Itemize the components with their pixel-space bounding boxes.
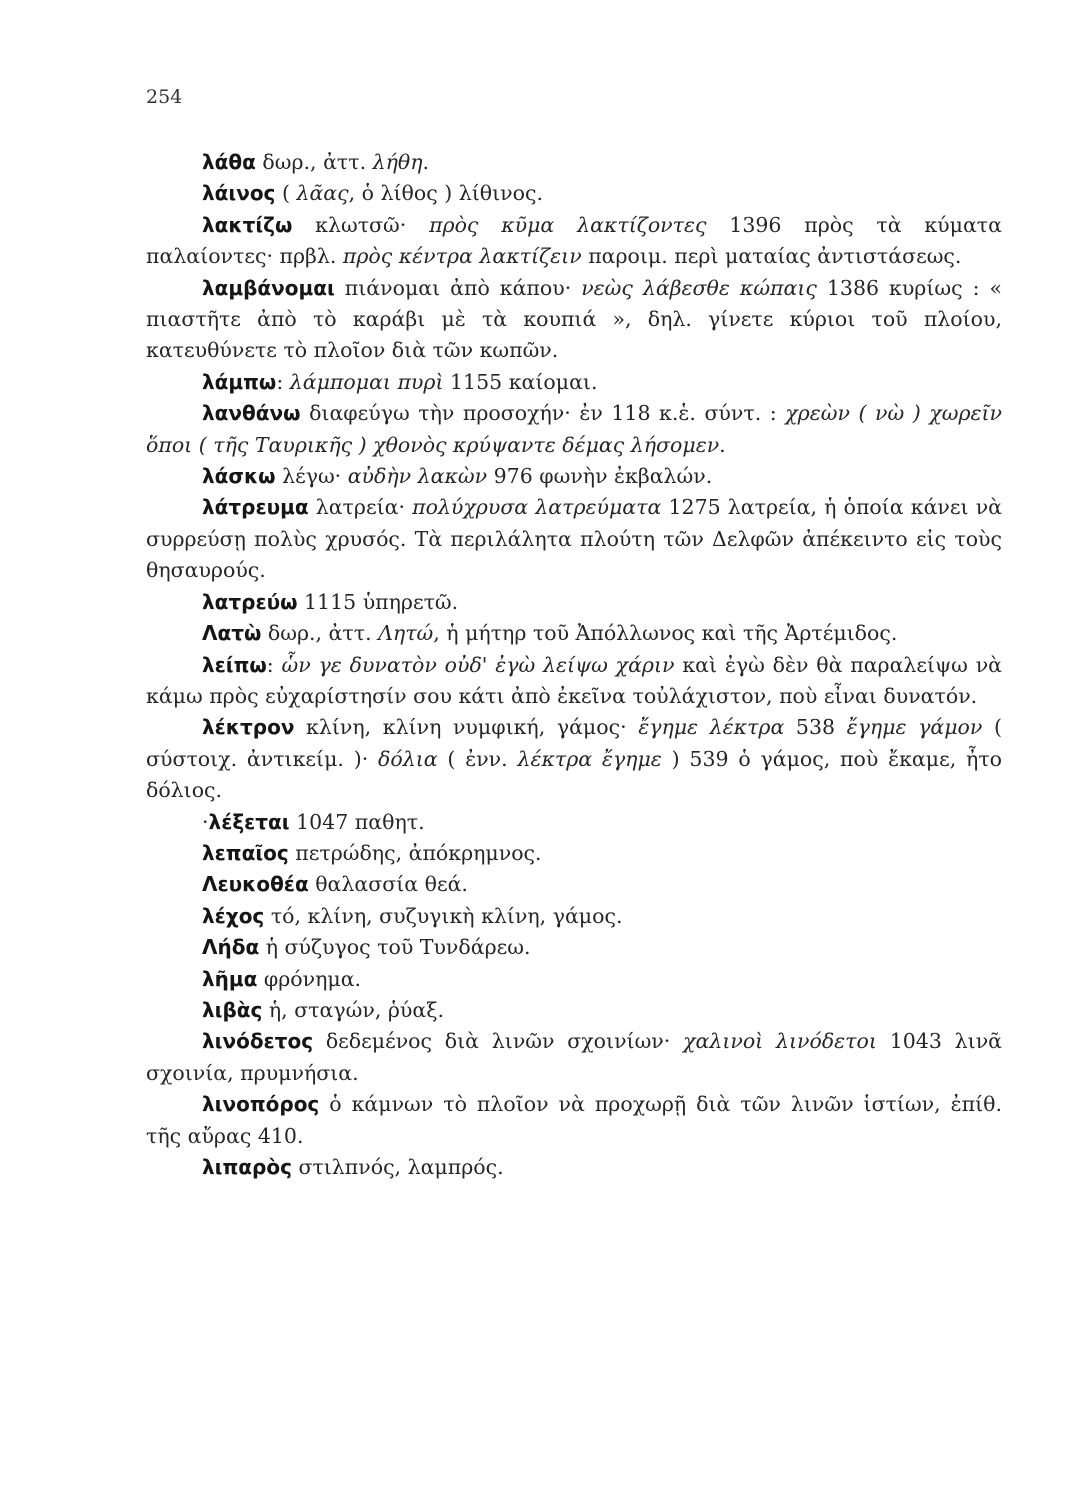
entry-definition-text: 976 φωνὴν ἐκβαλών. (487, 464, 713, 489)
entry-definition-text: 538 (784, 715, 847, 740)
entry-headword: λεπαῖος (202, 840, 289, 865)
entry-definition-text: δωρ., ἀττ. (255, 150, 373, 174)
dictionary-entry (146, 1152, 1002, 1183)
entry-definition-text: 1386 κυρίως : « πιαστῆτε ἀπὸ τὸ καράβι μὲ τὰ κουπιά », δηλ. γίνετε κύριοι τοῦ πλοίου, κατευθύνετε τὸ πλοῖον διὰ τῶν κωπῶν. (146, 275, 1002, 363)
entry-headword: λινόδετος (202, 1029, 314, 1054)
entry-headword: λείπω (202, 652, 267, 677)
entry-definition-text: δωρ., ἀττ. (261, 621, 379, 646)
entry-definition-text: πετρώδης, ἀπόκρημνος. (288, 840, 542, 865)
entry-quotation: πρὸς κέντρα λακτίζειν (342, 244, 582, 269)
entry-quotation: ἔγημε λέκτρα (638, 715, 785, 740)
dictionary-entry (146, 838, 1002, 869)
entry-definition-text: 1043 λινᾶ σχοινία, πρυμνήσια. (146, 1029, 1003, 1085)
entry-headword: λιπαρὸς (202, 1155, 292, 1179)
dictionary-entry (146, 587, 1002, 618)
dictionary-entry (146, 807, 1002, 838)
entry-quotation: χρεὼν ( νὼ ) χωρεῖν ὅποι ( τῆς Ταυρικῆς ) χθονὸς κρύψαντε δέμας λήσομεν (146, 401, 1002, 457)
entry-definition-text: 1275 λατρεία, ἡ ὁποία κάνει νὰ συρρεύσῃ πολὺς χρυσός. Τὰ περιλάλητα πλούτη τῶν Δελφῶν ἀπέκειντο εἰς τοὺς θησαυρούς. (146, 495, 1003, 583)
dictionary-entry (146, 901, 1002, 932)
entry-definition-text: . (719, 432, 726, 457)
entry-quotation: αὐδὴν λακὼν (347, 464, 488, 489)
entry-definition-text: , ὁ λίθος ) λίθινος. (348, 181, 543, 206)
entry-headword: λῆμα (202, 966, 258, 991)
entry-headword: λάμπω (202, 369, 277, 394)
entry-definition-text: κλωτσῶ· (292, 212, 430, 237)
entry-definition-text: δεδεμένος διὰ λινῶν σχοινίων· (313, 1029, 684, 1054)
entry-headword: λαμβάνομαι (202, 275, 335, 300)
entry-headword: λακτίζω (202, 212, 293, 237)
entry-definition-text: κλίνη, κλίνη νυμφική, γάμος· (294, 715, 639, 740)
entry-definition-text: · (202, 809, 209, 834)
entry-headword: λινοπόρος (202, 1092, 320, 1117)
entry-definition-text: ἡ, σταγών, ῥύαξ. (262, 997, 445, 1022)
entry-quotation: λᾶας (296, 181, 349, 206)
dictionary-entry (146, 398, 1002, 461)
entry-headword: λάτρευμα (202, 495, 309, 520)
entry-definition-text: ὁ κάμνων τὸ πλοῖον νὰ προχωρῇ διὰ τῶν λινῶν ἱστίων, ἐπίθ. τῆς αὔρας 410. (146, 1092, 1002, 1148)
dictionary-entry (146, 964, 1002, 995)
entry-definition-text: : (266, 652, 282, 677)
entry-definition-text: ( σύστοιχ. ἀντικείμ. )· (146, 715, 1002, 771)
entry-definition-text: , ἡ μήτηρ τοῦ Ἀπόλλωνος καὶ τῆς Ἀρτέμιδος. (433, 621, 898, 646)
entry-quotation: πρὸς κῦμα λακτίζοντες (429, 212, 707, 237)
dictionary-entry (146, 1026, 1002, 1089)
entry-headword: λάσκω (202, 464, 276, 489)
entry-headword: Λατὼ (202, 621, 262, 646)
dictionary-entry (146, 618, 1002, 649)
dictionary-entry (146, 147, 1002, 178)
entry-headword: λέξεται (208, 809, 290, 834)
entry-definition-text: θαλασσία θεά. (308, 872, 468, 897)
entry-definition-text: λατρεία· (308, 495, 413, 520)
entry-headword: λέχος (202, 903, 265, 928)
entry-headword: λιβὰς (202, 997, 263, 1022)
entry-definition-text: ἡ σύζυγος τοῦ Τυνδάρεω. (259, 935, 531, 960)
entry-headword: λανθάνω (202, 401, 301, 426)
entry-definition-text: λέγω· (275, 464, 348, 489)
entry-quotation: ἔγημε γάμον (846, 715, 983, 740)
entry-definition-text: 1115 ὑπηρετῶ. (297, 589, 459, 614)
entry-headword: λατρεύω (202, 589, 298, 614)
entry-definition-text: ) 539 ὁ γάμος, ποὺ ἔκαμε, ἦτο δόλιος. (146, 746, 1002, 803)
entry-definition-text: τό, κλίνη, συζυγικὴ κλίνη, γάμος. (264, 903, 623, 928)
dictionary-entry (146, 492, 1002, 586)
entry-headword: Λευκοθέα (202, 872, 309, 897)
dictionary-entry (146, 461, 1002, 492)
entry-definition-text: : (276, 369, 290, 394)
entry-quotation: χαλινοὶ λινόδετοι (683, 1029, 877, 1054)
entry-definition-text: στιλπνός, λαμπρός. (291, 1155, 504, 1179)
entry-headword: λάθα (202, 150, 256, 174)
dictionary-entry (146, 995, 1002, 1026)
entry-headword: λάινος (202, 181, 276, 206)
entry-definition-text: 1047 παθητ. (289, 809, 425, 834)
entry-quotation: ὧν γε δυνατὸν οὐδ' ἐγὼ λείψω χάριν (281, 652, 675, 677)
entry-quotation: λέκτρα ἔγημε (517, 746, 662, 771)
entry-definition-text: . (422, 150, 430, 174)
glossary-entries (146, 147, 1002, 1183)
entry-definition-text: πιάνομαι ἀπὸ κάπου· (334, 275, 582, 300)
entry-quotation: Λητώ (378, 621, 434, 646)
dictionary-entry (146, 932, 1002, 963)
entry-headword: λέκτρον (202, 715, 295, 740)
dictionary-entry (146, 367, 1002, 398)
entry-quotation: πολύχρυσα λατρεύματα (412, 495, 662, 520)
entry-definition-text: ( (275, 181, 297, 206)
entry-quotation: νεὼς λάβεσθε κώπαις (581, 275, 817, 300)
dictionary-entry (146, 869, 1002, 900)
dictionary-entry (146, 210, 1002, 273)
dictionary-entry (146, 178, 1002, 209)
dictionary-entry (146, 1089, 1002, 1152)
entry-definition-text: φρόνημα. (257, 966, 362, 991)
dictionary-entry (146, 273, 1002, 367)
dictionary-entry (146, 712, 1002, 806)
entry-definition-text: 1155 καίομαι. (443, 369, 598, 394)
entry-definition-text: παροιμ. περὶ ματαίας ἀντιστάσεως. (581, 244, 962, 269)
entry-definition-text: καὶ ἐγὼ δὲν θὰ παραλείψω νὰ κάμω πρὸς εὐχαρίστησίν σου κάτι ἀπὸ ἐκεῖνα τοὐλάχιστον, ποὺ εἶναι δυνατόν. (146, 652, 1002, 708)
entry-quotation: λάμπομαι πυρὶ (289, 369, 444, 394)
entry-definition-text: 1396 πρὸς τὰ κύματα παλαίοντες· πρβλ. (146, 212, 1002, 269)
entry-quotation: λήθη (372, 150, 423, 174)
entry-definition-text: ( ἐνν. (437, 746, 518, 771)
page-number: 254 (146, 86, 183, 108)
dictionary-entry (146, 650, 1002, 713)
entry-definition-text: διαφεύγω τὴν προσοχήν· ἐν 118 κ.ἑ. σύντ. : (300, 401, 786, 426)
entry-headword: Λήδα (202, 935, 260, 960)
entry-quotation: δόλια (378, 746, 438, 771)
